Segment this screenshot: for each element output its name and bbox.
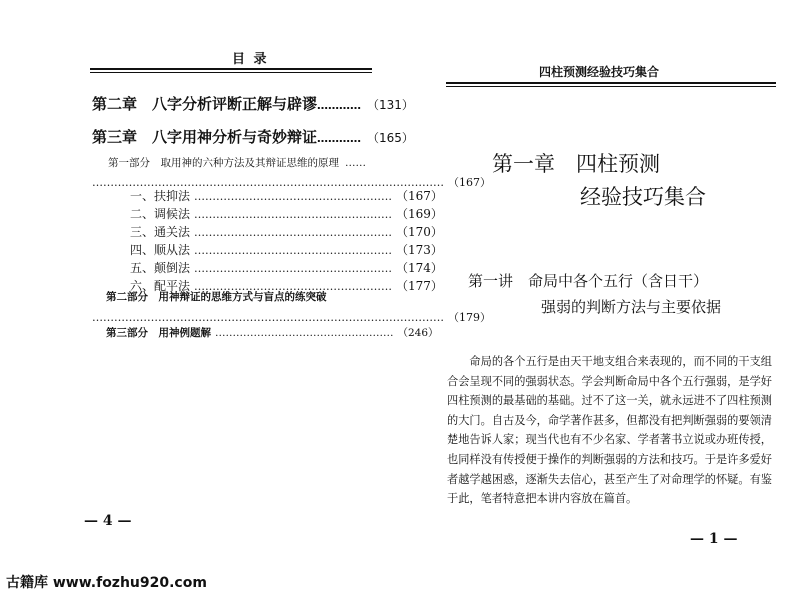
right-header-rule-top: [446, 82, 776, 84]
toc-dots: ………………………………………………: [194, 244, 393, 257]
toc-dots: ………………………………………………: [194, 190, 393, 203]
toc-dots: ………………………………………………: [194, 262, 393, 275]
toc-label: 第三部分 用神例题解: [106, 327, 211, 339]
toc-page: （246）: [397, 327, 439, 339]
toc-page: （174）: [396, 261, 443, 275]
toc-dots: ………………………………………………: [194, 208, 393, 221]
toc-dots: ……: [345, 157, 366, 169]
toc-entry-fuyi[interactable]: [130, 187, 443, 204]
toc-label: 三、通关法: [130, 225, 191, 239]
toc-entry-part-1[interactable]: [108, 155, 366, 170]
chapter-title-line1: 第一章 四柱预测: [492, 152, 660, 176]
toc-entry-tongguan[interactable]: [130, 223, 443, 240]
right-header-rule-bottom: [446, 86, 776, 87]
toc-page: （177）: [396, 279, 443, 293]
toc-dots: ……………………………………………: [215, 327, 394, 339]
toc-label: 第一部分 取用神的六种方法及其辩证思维的原理: [108, 157, 339, 169]
toc-label: 六、配平法: [130, 279, 191, 293]
toc-label: 一、扶抑法: [130, 189, 191, 203]
toc-dots: ………………………………………………: [194, 226, 393, 239]
lecture-title-line1: 第一讲 命局中各个五行（含日干）: [468, 272, 709, 290]
toc-page: （170）: [396, 225, 443, 239]
toc-dots: ……………………………………………………………………………………: [92, 311, 444, 324]
toc-page: （169）: [396, 207, 443, 221]
toc-dots: ……………………………………………………………………………………: [92, 176, 444, 189]
toc-label: 第三章 八字用神分析与奇妙辩证: [92, 128, 318, 146]
toc-entry-part-3[interactable]: [106, 325, 439, 340]
toc-entry-part-2-cont[interactable]: [92, 309, 491, 325]
watermark: 古籍库 www.fozhu920.com: [6, 575, 207, 591]
toc-label: 四、顺从法: [130, 243, 191, 257]
toc-label: 第二部分 用神辩证的思维方式与盲点的练突破: [106, 291, 327, 303]
left-header-rule-top: [90, 68, 372, 70]
toc-entry-chapter-3[interactable]: [92, 126, 414, 147]
right-page-number: — 1 —: [690, 531, 738, 547]
chapter-title-line2: 经验技巧集合: [580, 185, 706, 209]
toc-page: （165）: [367, 131, 414, 145]
left-header-rule-bottom: [90, 72, 372, 73]
toc-label: 第二章 八字分析评断正解与辟谬: [92, 95, 318, 113]
toc-label: 二、调候法: [130, 207, 191, 221]
toc-dots: …………: [317, 132, 362, 145]
toc-entry-tiaohou[interactable]: [130, 205, 443, 222]
toc-entry-chapter-2[interactable]: [92, 93, 414, 114]
right-page-header: 四柱预测经验技巧集合: [539, 65, 660, 79]
toc-entry-shuncong[interactable]: [130, 241, 443, 258]
toc-page: （179）: [448, 311, 491, 324]
body-paragraph: 命局的各个五行是由天干地支组合来表现的，而不同的干支组合会呈现不同的强弱状态。学会判断命局中各个五行强弱，是学好四柱预测的最基础的基础。过不了这一关，就永远进不了四柱预测的大门。自古及今，命学著作甚多，但都没有把判断强弱的要领清楚地告诉人家；现当代也有不少名家、学者著书立说或办班传授，也同样没有传授便于操作的判断强弱的方法和技巧。于是许多爱好者越学越困惑，逐渐失去信心，甚至产生了对命理学的怀疑。有鉴于此，笔者特意把本讲内容放在篇首。: [447, 355, 772, 506]
left-page-header: 目 录: [232, 52, 269, 67]
toc-page: （167）: [448, 176, 491, 189]
toc-dots: …………: [317, 99, 362, 112]
toc-page: （131）: [367, 98, 414, 112]
toc-label: 五、颠倒法: [130, 261, 191, 275]
toc-page: （173）: [396, 243, 443, 257]
toc-page: （167）: [396, 189, 443, 203]
toc-entry-diandao[interactable]: [130, 259, 443, 276]
left-page-number: — 4 —: [84, 513, 132, 529]
lecture-title-line2: 强弱的判断方法与主要依据: [541, 298, 722, 316]
toc-dots: ………………………………………………: [194, 280, 393, 293]
toc-entry-part-2[interactable]: [106, 289, 327, 304]
